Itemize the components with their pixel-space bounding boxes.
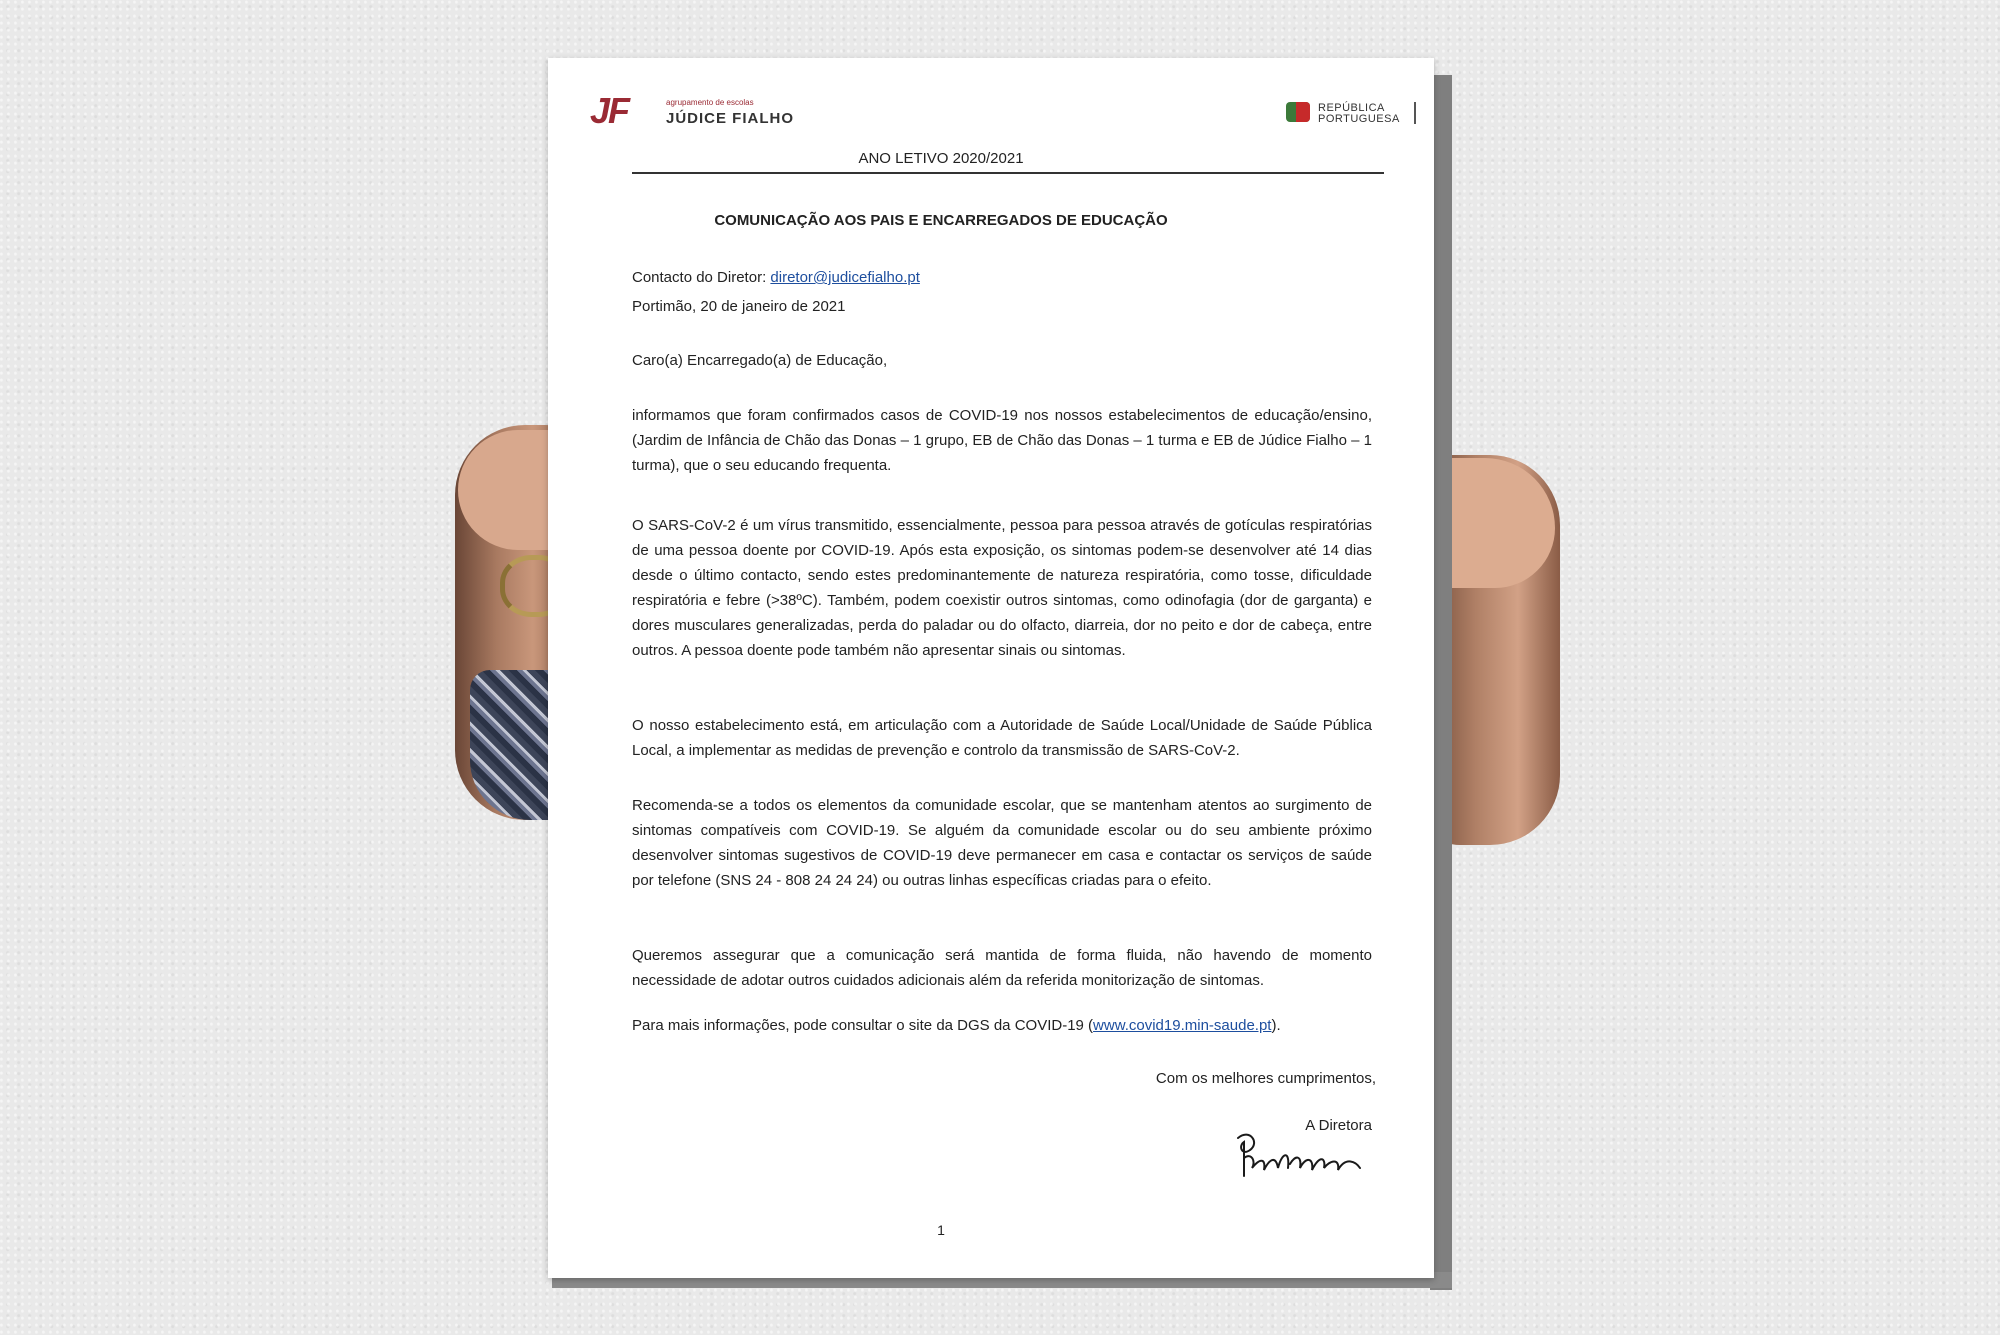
greeting: Caro(a) Encarregado(a) de Educação, (632, 352, 888, 369)
republic-line-1: REPÚBLICA (1318, 102, 1385, 114)
republic-flag-icon (1286, 102, 1310, 122)
director-email-link[interactable]: diretor@judicefialho.pt (770, 269, 920, 286)
paragraph-5: Queremos assegurar que a comunicação será mantida de forma fluida, não havendo de momento necessidade de adotar outros cuidados adicionais além da referida monitorização de sintomas. (632, 947, 1372, 989)
paragraph-3: O nosso estabelecimento está, em articulação com a Autoridade de Saúde Local/Unidade de Saúde Pública Local, a implementar as medidas de prevenção e controlo da transmissão de SARS-CoV-2. (632, 717, 1372, 759)
paragraph-2: O SARS-CoV-2 é um vírus transmitido, essencialmente, pessoa para pessoa através de gotículas respiratórias de uma pessoa doente por COVID-19. Após esta exposição, os sintomas podem-se desenvolver até 14 dias desde o último contacto, sendo estes predominantemente de natureza respiratória, como tosse, dificuldade respiratória e febre (>38ºC). Também, podem coexistir outros sintomas, como odinofagia (dor de garganta) e dores musculares generalizadas, perda do paladar ou do olfacto, diarreia, dor no peito e dor de cabeça, entre outros. A pessoa doente pode também não apresentar sinais ou sintomas. (632, 517, 1372, 659)
dgs-site-link[interactable]: www.covid19.min-saude.pt (1093, 1017, 1272, 1034)
logo-divider (1414, 102, 1416, 124)
info-line (632, 1013, 1372, 1038)
contact-line (632, 265, 920, 290)
letter-page (548, 58, 1434, 1278)
school-logo-subtitle: agrupamento de escolas (666, 98, 754, 107)
republic-line-2: PORTUGUESA (1318, 113, 1400, 125)
school-year: ANO LETIVO 2020/2021 (858, 150, 1024, 167)
contact-label: Contacto do Diretor: (632, 269, 767, 286)
closing: Com os melhores cumprimentos, (1155, 1070, 1376, 1087)
paragraph-1: informamos que foram confirmados casos de COVID-19 nos nossos estabelecimentos de educação/ensino, (Jardim de Infância de Chão das Donas – 1 grupo, EB de Chão das Donas – 1 turma e EB de Júdice Fialho – 1 turma), que o seu educando frequenta. (632, 407, 1372, 474)
handwritten-signature (1230, 1128, 1370, 1188)
header-rule (632, 172, 1384, 174)
info-text-before: Para mais informações, pode consultar o site da DGS da COVID-19 ( (632, 1017, 1094, 1034)
paragraph-4: Recomenda-se a todos os elementos da comunidade escolar, que se mantenham atentos ao surgimento de sintomas compatíveis com COVID-19. Se alguém da comunidade escolar ou do seu ambiente próximo desenvolver sintomas sugestivos de COVID-19 deve permanecer em casa e contactar os serviços de saúde por telefone (SNS 24 - 808 24 24 24) ou outras linhas específicas criadas para o efeito. (632, 797, 1372, 889)
republic-logo-text (1318, 103, 1400, 125)
letter-title: COMUNICAÇÃO AOS PAIS E ENCARREGADOS DE EDUCAÇÃO (714, 212, 1168, 229)
school-logo-name: JÚDICE FIALHO (666, 110, 795, 127)
page-number: 1 (937, 1222, 945, 1238)
date-line: Portimão, 20 de janeiro de 2021 (632, 298, 846, 315)
signatory: A Diretora (1305, 1117, 1372, 1134)
school-logo-mark: JF (590, 90, 629, 131)
info-text-after: ). (1271, 1017, 1281, 1034)
